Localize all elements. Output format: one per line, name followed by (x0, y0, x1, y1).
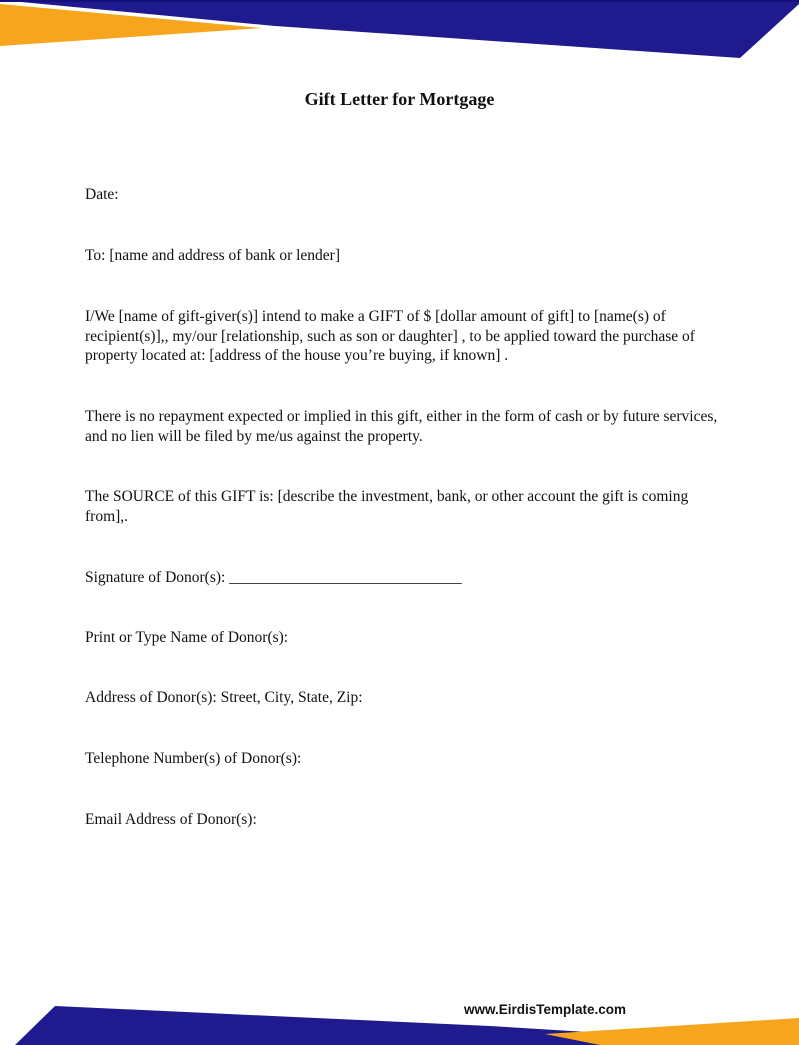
footer-website: www.EirdisTemplate.com (464, 1002, 627, 1017)
top-navy-highlight (0, 0, 799, 2)
donor-email-field: Email Address of Donor(s): (85, 811, 257, 828)
gift-intent-paragraph: I/We [name of gift-giver(s)] intend to make a GIFT of $ [dollar amount of gift] to [name(s) of recipient(s)],, my/our [relationship, such as son or daughter] , to be applied toward the purchase of property located at: [address of the house you’re buying, if known] . (85, 308, 695, 364)
donor-address-field: Address of Donor(s): Street, City, State, Zip: (85, 689, 363, 706)
page-title: Gift Letter for Mortgage (304, 89, 495, 109)
donor-telephone-field: Telephone Number(s) of Donor(s): (85, 750, 302, 767)
bottom-orange-band (545, 1018, 799, 1045)
donor-name-field: Print or Type Name of Donor(s): (85, 629, 289, 646)
gift-source-paragraph: The SOURCE of this GIFT is: [describe the investment, bank, or other account the gift is coming from],. (85, 488, 689, 525)
date-field: Date: (85, 186, 119, 203)
recipient-lender-field: To: [name and address of bank or lender] (85, 247, 341, 264)
repayment-paragraph: There is no repayment expected or implied in this gift, either in the form of cash or by future services, and no lien will be filed by me/us against the property. (85, 408, 718, 445)
donor-signature-field: Signature of Donor(s): ______________________________ (85, 569, 462, 586)
